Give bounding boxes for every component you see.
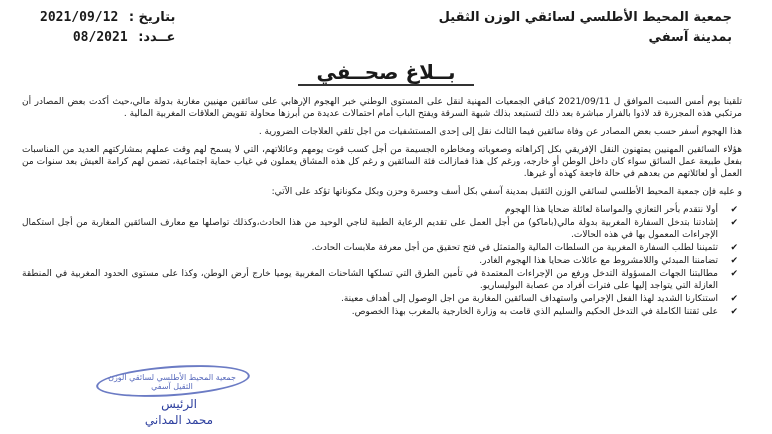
- date-value: 2021/09/12: [40, 10, 119, 25]
- date-row: [40, 8, 175, 28]
- stamp-text: جمعية المحيط الأطلسي لسائقي الوزن الثقيل آسفي: [108, 373, 236, 391]
- organization-city: بمدينة آسفي: [648, 30, 732, 45]
- paragraph: تلقينا يوم أمس السبت الموافق ل 2021/09/11 كباقي الجمعيات المهنية لنقل على المستوى الوطني خبر الهجوم الإرهابي على سائقين مهنيين مغاربة بدولة مالي،حيث أكدت بعض المصادر أن مرتكبي هذه المجزرة قد لاذوا بالفرار مباشرة بعد ذلك لتستبعد بذلك شبهة السرقة ويفتح الباب أمام احتمالات عديدة من أبرزها محاولة تقويض العلاقات المغربية المالية .: [22, 97, 742, 119]
- number-row: [40, 28, 175, 48]
- list-item: ✔ تثميننا لطلب السفارة المغربية من السلطات المالية والمتمثل في فتح تحقيق من أجل معرفة ملابسات الحادث.: [22, 242, 722, 254]
- list-item: ✔ تضامننا المبدئي واللامشروط مع عائلات ضحايا هذا الهجوم الغادر.: [22, 255, 722, 267]
- paragraph: هؤلاء السائقين المهنيين يمتهنون النقل الإفريقي بكل إكراهاته وصعوباته ومخاطره الجسيمة من أجل كسب قوت يومهم وعائلاتهم، التي لا يسمح لهم وقت عملهم بمشاركتهم العديد من المناسبات بفعل طبيعة عمل السائق سواء كان داخل الوطن أو خارجه، ورغم كل هذا فمازالت فئة السائقين و رغم كل هذه المشاق يعملون في غياب حماية اجتماعية، تضمن لهم كرامة العيش بعد سنوات من العمل أو لعائلاتهم من بعدهم في حالة فاجعة كهذه أو غيرها.: [22, 145, 742, 179]
- signature-role: الرئيس: [161, 397, 197, 411]
- signature-name: محمد المداني: [144, 413, 214, 427]
- number-value: 08/2021: [72, 30, 128, 45]
- date-label: بتاريخ :: [128, 10, 176, 25]
- list-item: ✔ أولا نتقدم بأحر التعازي والمواساة لعائلة ضحايا هذا الهجوم: [22, 204, 722, 216]
- page-title: [0, 60, 772, 84]
- paragraph: و عليه فإن جمعية المحيط الأطلسي لسائقي الوزن الثقيل بمدينة آسفي بكل أسف وحسرة وحزن وبكل مكوناتها تؤكد على الآتي:: [271, 187, 742, 197]
- number-label: عــدد:: [138, 30, 176, 45]
- paragraph: هذا الهجوم أسفر حسب بعض المصادر عن وفاة سائقين فيما الثالث نقل إلى إحدى المستشفيات من اجل تلقي العلاجات الضرورية .: [258, 127, 742, 137]
- reference-block: [40, 8, 175, 48]
- signature-block: [104, 396, 254, 428]
- list-item: ✔ مطالبتنا الجهات المسؤولة التدخل ورفع من الإجراءات المعتمدة في تأمين الطرق التي تسلكها الشاحنات المغربية يوميا خارج أرض الوطن، وكذا على مستوى الحدود المغربية في المنطقة العازلة التي يتواجد إليها على فترات أفراد من عصابة البوليساريو.: [22, 268, 722, 292]
- document-body: [22, 96, 742, 319]
- organization-block: [439, 8, 732, 48]
- list-item: ✔ استنكارنا الشديد لهذا الفعل الإجرامي واستهداف السائقين المغاربة من اجل الوصول إلى أهداف معينة.: [22, 293, 722, 305]
- letterhead: [40, 8, 732, 50]
- list-item: ✔ إشادتنا بتدخل السفارة المغربية بدولة مالي(باماكو) من أجل العمل على تقديم الرعاية الطبية لناجي الوحيد من هذا الحادث،وكذلك تواصلها مع معارف السائقين المغاربة من أجل استكمال الإجراءات المعمول بها في هذه الحالات.: [22, 217, 722, 241]
- list-item: ✔ على ثقتنا الكاملة في التدخل الحكيم والسليم الذي قامت به وزارة الخارجية بالمغرب بهذا الخصوص.: [22, 306, 722, 318]
- points-list: [22, 204, 742, 318]
- title-text: بــلاغ صحــفي: [298, 60, 473, 86]
- organization-name: جمعية المحيط الأطلسي لسائقي الوزن الثقيل: [438, 10, 732, 25]
